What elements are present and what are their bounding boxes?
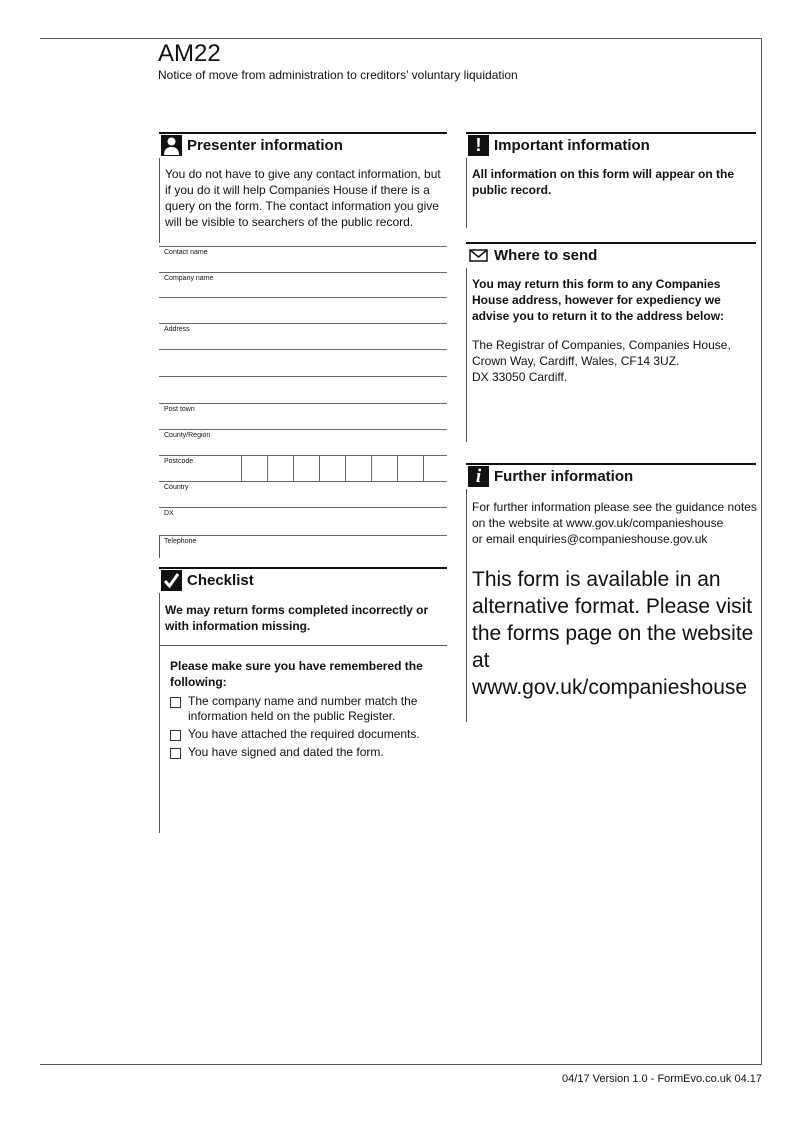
where-to-send-section-title: Where to send (494, 247, 598, 264)
field-label: Telephone (164, 538, 197, 545)
further-info-line: For further information please see the guidance notes (472, 500, 757, 514)
checkbox-icon[interactable] (170, 730, 181, 741)
footer-version: 04/17 Version 1.0 - FormEvo.co.uk 04.17 (562, 1073, 762, 1085)
info-icon: i (468, 466, 489, 487)
where-to-send-section-header (466, 242, 756, 268)
company-name-field-line2[interactable] (159, 297, 447, 323)
country-field[interactable] (159, 481, 447, 507)
further-info-left-border (466, 489, 467, 722)
postcode-box-divider (293, 456, 294, 481)
exclamation-icon: ! (468, 135, 489, 156)
postcode-box-divider (423, 456, 424, 481)
presenter-left-border (159, 158, 160, 243)
presenter-section-header (159, 132, 447, 158)
checkmark-icon (161, 570, 182, 591)
postcode-field[interactable] (159, 455, 447, 481)
post-town-field[interactable] (159, 403, 447, 429)
where-to-send-left-border (466, 268, 467, 442)
page-frame-top (40, 38, 762, 39)
page-frame-right (761, 38, 762, 1065)
form-code: AM22 (158, 40, 221, 67)
county-region-field[interactable] (159, 429, 447, 455)
dx-field[interactable] (159, 507, 447, 533)
checklist-warning: We may return forms completed incorrectly or with information missing. (165, 603, 429, 633)
checklist-item-text: You have attached the required documents. (188, 727, 420, 741)
field-label: DX (164, 510, 174, 517)
further-info-section-header (466, 463, 756, 489)
postcode-box-divider (319, 456, 320, 481)
address-field[interactable] (159, 323, 447, 349)
envelope-icon (468, 245, 489, 266)
field-label: Country (164, 484, 189, 491)
checklist-item-text: The company name and number match the information held on the public Register. (188, 694, 418, 723)
address-field-line2[interactable] (159, 349, 447, 375)
postcode-box-divider (241, 456, 242, 481)
further-info-line: or email enquiries@companieshouse.gov.uk (472, 532, 708, 546)
important-section-header (466, 132, 756, 158)
registrar-address-line: Crown Way, Cardiff, Wales, CF14 3UZ. (472, 354, 680, 368)
telephone-field[interactable] (159, 535, 447, 559)
company-name-field[interactable] (159, 272, 447, 298)
checkbox-icon[interactable] (170, 697, 181, 708)
postcode-box-divider (397, 456, 398, 481)
where-to-send-intro: You may return this form to any Companies House address, however for expediency we advise you to return it to the address below: (472, 277, 725, 323)
checklist-section-header (159, 567, 447, 593)
alternative-format-note: This form is available in an alternative format. Please visit the forms page on the website at www.gov.uk/companieshouse (472, 568, 754, 699)
registrar-address-line: The Registrar of Companies, Companies House, (472, 338, 731, 352)
postcode-box-divider (345, 456, 346, 481)
important-section-title: Important information (494, 137, 650, 154)
field-label: Contact name (164, 249, 208, 256)
form-title: Notice of move from administration to creditors’ voluntary liquidation (158, 68, 518, 82)
field-label: Company name (164, 275, 214, 282)
further-info-line: on the website at www.gov.uk/companieshouse (472, 516, 724, 530)
presenter-section-title: Presenter information (187, 137, 343, 154)
checklist-left-border (159, 593, 160, 833)
checklist-item-text: You have signed and dated the form. (188, 745, 384, 759)
important-text: All information on this form will appear on the public record. (472, 167, 735, 197)
presenter-intro: You do not have to give any contact information, but if you do it will help Companies House if there is a query on the form. The contact information you give will be visible to searchers of the public record. (165, 167, 441, 229)
field-label: Postcode (164, 458, 194, 465)
address-field-line3[interactable] (159, 376, 447, 402)
checklist-divider (159, 645, 447, 646)
checklist-section-title: Checklist (187, 572, 254, 589)
contact-name-field[interactable] (159, 246, 447, 272)
person-icon (161, 135, 182, 156)
telephone-left-border (159, 535, 160, 558)
postcode-box-divider (371, 456, 372, 481)
field-label: Address (164, 326, 190, 333)
further-info-section-title: Further information (494, 468, 634, 485)
checkbox-icon[interactable] (170, 748, 181, 759)
page-frame-bottom (40, 1064, 762, 1065)
checklist-prompt: Please make sure you have remembered the following: (170, 659, 423, 689)
registrar-dx-line: DX 33050 Cardiff. (472, 370, 568, 384)
postcode-box-divider (267, 456, 268, 481)
field-label: Post town (164, 406, 195, 413)
field-label: County/Region (164, 432, 211, 439)
important-left-border (466, 158, 467, 228)
